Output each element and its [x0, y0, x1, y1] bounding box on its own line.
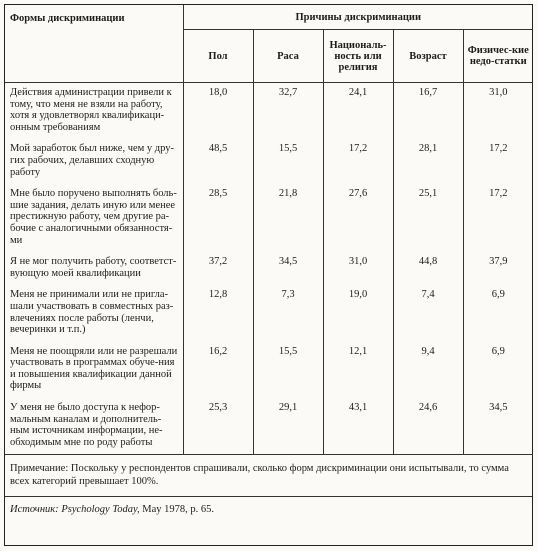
row-label: Меня не поощряли или не разрешали участвовать в программах обуче-ния и повышения квалификации данной фирмы — [5, 342, 183, 398]
source-details: May 1978, p. 65. — [139, 504, 215, 516]
discrimination-table — [5, 5, 533, 455]
cell-value: 12,1 — [323, 342, 393, 398]
table-source — [5, 497, 532, 521]
cell-value: 32,7 — [253, 83, 323, 140]
table-row — [5, 252, 533, 285]
row-label: Мой заработок был ниже, чем у дру-гих рабочих, делавших сходную работу — [5, 139, 183, 184]
cell-value: 19,0 — [323, 285, 393, 341]
cell-value: 15,5 — [253, 342, 323, 398]
table-row — [5, 398, 533, 455]
cell-value: 17,2 — [323, 139, 393, 184]
form-column-header: Формы дискриминации — [5, 5, 183, 83]
cell-value: 34,5 — [253, 252, 323, 285]
cell-value: 24,1 — [323, 83, 393, 140]
cell-value: 6,9 — [463, 285, 533, 341]
table-row — [5, 285, 533, 341]
cell-value: 16,7 — [393, 83, 463, 140]
cell-value: 43,1 — [323, 398, 393, 455]
table-row — [5, 184, 533, 252]
cell-value: 28,1 — [393, 139, 463, 184]
cell-value: 12,8 — [183, 285, 253, 341]
cell-value: 25,3 — [183, 398, 253, 455]
cell-value: 15,5 — [253, 139, 323, 184]
cell-value: 48,5 — [183, 139, 253, 184]
column-header: Националь-ность или религия — [323, 30, 393, 83]
cell-value: 31,0 — [463, 83, 533, 140]
group-header: Причины дискриминации — [183, 5, 533, 30]
cell-value: 24,6 — [393, 398, 463, 455]
cell-value: 6,9 — [463, 342, 533, 398]
row-label: Меня не принимали или не пригла-шали участвовать в совместных раз-влечениях после работы (ленчи, вечеринки и т.п.) — [5, 285, 183, 341]
cell-value: 18,0 — [183, 83, 253, 140]
cell-value: 7,4 — [393, 285, 463, 341]
cell-value: 17,2 — [463, 139, 533, 184]
cell-value: 37,9 — [463, 252, 533, 285]
column-header: Пол — [183, 30, 253, 83]
table-row — [5, 83, 533, 140]
cell-value: 31,0 — [323, 252, 393, 285]
cell-value: 7,3 — [253, 285, 323, 341]
cell-value: 17,2 — [463, 184, 533, 252]
cell-value: 21,8 — [253, 184, 323, 252]
cell-value: 28,5 — [183, 184, 253, 252]
table-row — [5, 139, 533, 184]
cell-value: 37,2 — [183, 252, 253, 285]
document-frame — [4, 4, 533, 546]
cell-value: 34,5 — [463, 398, 533, 455]
cell-value: 44,8 — [393, 252, 463, 285]
row-label: Мне было поручено выполнять боль-шие задания, делать иную или менее престижную работу, чем другие ра-бочие с аналогичными обязанностя-ми — [5, 184, 183, 252]
cell-value: 27,6 — [323, 184, 393, 252]
column-header: Возраст — [393, 30, 463, 83]
row-label: Я не мог получить работу, соответст-вующую моей квалификации — [5, 252, 183, 285]
table-note: Примечание: Поскольку у респондентов спрашивали, сколько форм дискриминации они испытывали, то сумма всех категорий превышает 100%. — [5, 455, 532, 497]
column-header: Раса — [253, 30, 323, 83]
row-label: У меня не было доступа к нефор-мальным каналам и дополнитель-ным источникам информации, не-обходимым мне по роду работы — [5, 398, 183, 455]
source-title: Psychology Today, — [61, 504, 140, 516]
cell-value: 25,1 — [393, 184, 463, 252]
row-label: Действия администрации привели к тому, что меня не взяли на работу, хотя я удовлетворял квалификаци-онным требованиям — [5, 83, 183, 140]
table-row — [5, 342, 533, 398]
cell-value: 9,4 — [393, 342, 463, 398]
source-prefix: Источник: — [10, 504, 59, 516]
cell-value: 16,2 — [183, 342, 253, 398]
column-header: Физичес-кие недо-статки — [463, 30, 533, 83]
cell-value: 29,1 — [253, 398, 323, 455]
